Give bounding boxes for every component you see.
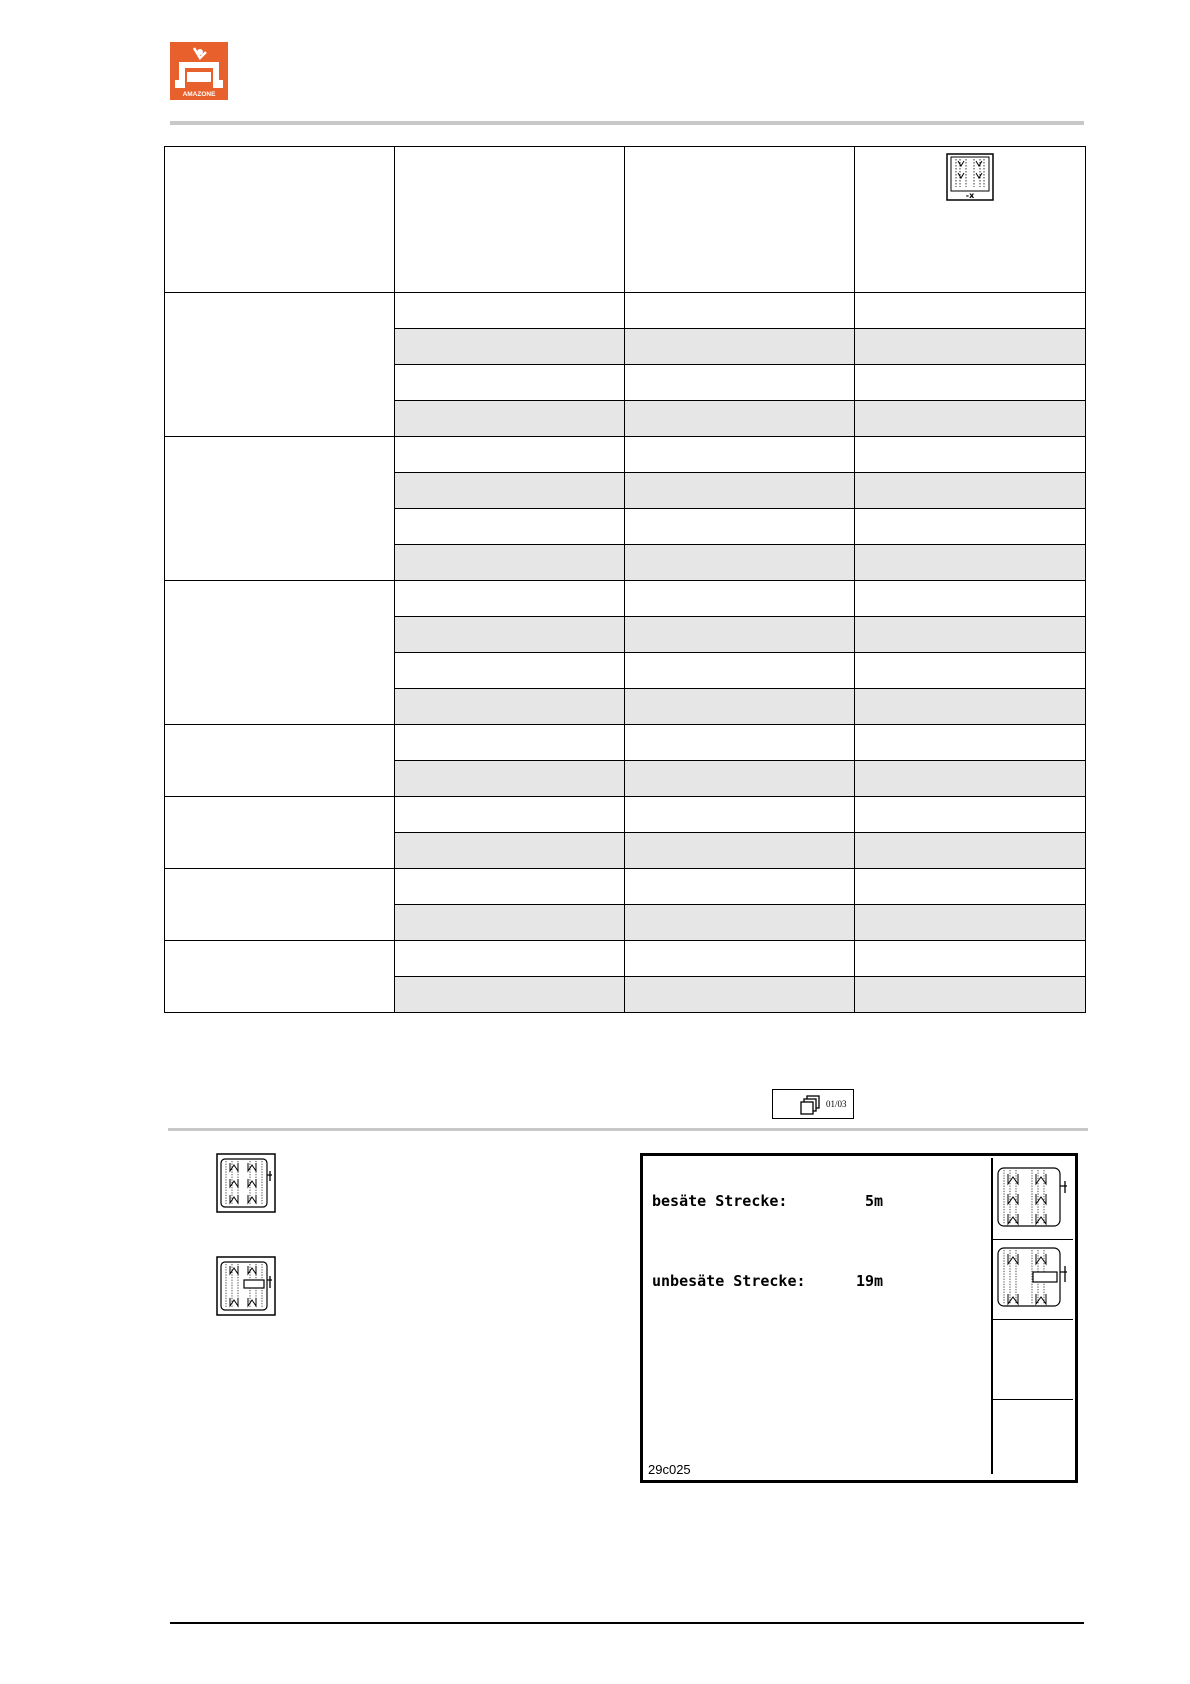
table-cell <box>395 329 625 365</box>
table-cell <box>855 689 1086 725</box>
table-cell <box>855 977 1086 1013</box>
table-cell <box>395 509 625 545</box>
table-cell <box>855 653 1086 689</box>
settings-table <box>164 146 1086 1013</box>
page-indicator-button[interactable] <box>772 1089 854 1119</box>
sown-distance-label: besäte Strecke: <box>652 1192 788 1210</box>
unsown-distance-value: 19m <box>856 1272 884 1290</box>
unsown-distance-softkey-icon[interactable] <box>995 1244 1073 1312</box>
softkey-separator <box>993 1239 1073 1240</box>
table-cell <box>625 833 855 869</box>
table-cell <box>625 869 855 905</box>
softkey-separator <box>993 1399 1073 1400</box>
unsown-distance-label: unbesäte Strecke: <box>652 1272 806 1290</box>
table-cell <box>855 617 1086 653</box>
sown-distance-icon[interactable] <box>216 1153 276 1213</box>
table-cell <box>625 725 855 761</box>
pages-stack-icon <box>799 1095 821 1117</box>
page-number-label: 01/03 <box>826 1099 847 1109</box>
table-cell <box>855 293 1086 329</box>
table-row <box>165 293 1086 329</box>
logo-text: AMAZONE <box>182 91 216 98</box>
table-cell <box>625 617 855 653</box>
table-cell <box>855 473 1086 509</box>
section-rule <box>168 1128 1088 1131</box>
table-cell <box>395 653 625 689</box>
table-cell <box>855 437 1086 473</box>
table-cell <box>625 365 855 401</box>
table-cell <box>625 797 855 833</box>
table-cell <box>395 761 625 797</box>
table-cell <box>625 437 855 473</box>
table-cell <box>395 941 625 977</box>
table-cell <box>855 761 1086 797</box>
table-cell <box>855 797 1086 833</box>
group-label-cell <box>165 941 395 1013</box>
header-cell <box>165 147 395 293</box>
softkey-separator <box>993 1319 1073 1320</box>
table-cell <box>855 941 1086 977</box>
table-row <box>165 941 1086 977</box>
table-cell <box>625 689 855 725</box>
header-rule <box>170 121 1084 125</box>
table-cell <box>625 509 855 545</box>
table-cell <box>395 437 625 473</box>
svg-text:-x: -x <box>965 191 975 200</box>
table-cell <box>625 545 855 581</box>
table-cell <box>625 653 855 689</box>
table-cell <box>395 293 625 329</box>
group-label-cell <box>165 725 395 797</box>
group-label-cell <box>165 869 395 941</box>
table-cell <box>855 329 1086 365</box>
table-cell <box>855 905 1086 941</box>
terminal-screen <box>640 1153 1078 1483</box>
table-cell <box>625 329 855 365</box>
table-cell <box>395 869 625 905</box>
footer-rule <box>170 1622 1084 1624</box>
table-cell <box>855 725 1086 761</box>
table-row <box>165 869 1086 905</box>
sown-distance-softkey-icon[interactable] <box>995 1164 1073 1232</box>
table-cell <box>625 473 855 509</box>
table-row <box>165 797 1086 833</box>
table-row <box>165 725 1086 761</box>
table-cell <box>625 581 855 617</box>
unsown-distance-icon[interactable] <box>216 1256 276 1316</box>
table-cell <box>395 473 625 509</box>
table-cell <box>855 365 1086 401</box>
table-row <box>165 581 1086 617</box>
amazone-logo-icon <box>170 42 228 100</box>
table-cell <box>855 869 1086 905</box>
group-label-cell <box>165 797 395 869</box>
table-cell <box>395 977 625 1013</box>
softkey-divider <box>991 1158 993 1474</box>
table-cell <box>395 797 625 833</box>
table-cell <box>395 617 625 653</box>
group-label-cell <box>165 293 395 437</box>
table-cell <box>855 545 1086 581</box>
table-cell <box>395 689 625 725</box>
table-cell <box>625 941 855 977</box>
table-cell <box>395 365 625 401</box>
group-label-cell <box>165 581 395 725</box>
table-cell <box>625 761 855 797</box>
table-cell <box>395 833 625 869</box>
table-cell <box>855 509 1086 545</box>
header-cell <box>855 147 1086 293</box>
header-cell <box>625 147 855 293</box>
table-cell <box>625 977 855 1013</box>
table-cell <box>395 401 625 437</box>
table-cell <box>855 401 1086 437</box>
table-cell <box>395 905 625 941</box>
table-cell <box>395 581 625 617</box>
table-cell <box>855 833 1086 869</box>
header-cell <box>395 147 625 293</box>
table-cell <box>395 545 625 581</box>
table-cell <box>855 581 1086 617</box>
figure-code: 29c025 <box>648 1462 691 1477</box>
table-row <box>165 437 1086 473</box>
group-label-cell <box>165 437 395 581</box>
table-cell <box>395 725 625 761</box>
table-cell <box>625 401 855 437</box>
table-cell <box>625 905 855 941</box>
tramline-marker-icon <box>946 153 994 201</box>
table-header-row <box>165 147 1086 293</box>
table-cell <box>625 293 855 329</box>
sown-distance-value: 5m <box>865 1192 884 1210</box>
